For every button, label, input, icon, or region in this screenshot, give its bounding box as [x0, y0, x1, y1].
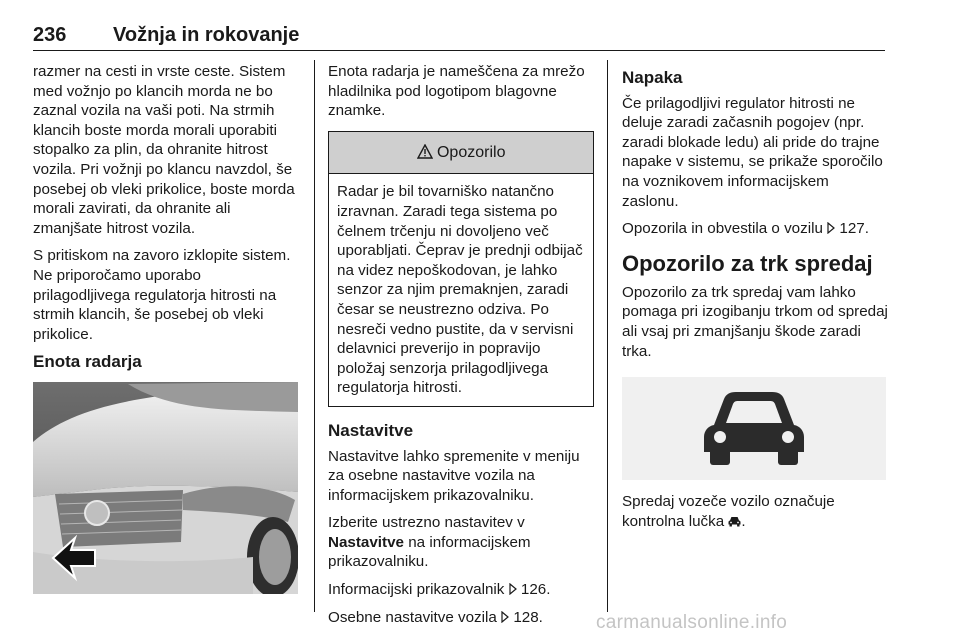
- warning-triangle-icon: [417, 144, 433, 159]
- page-reference-arrow-icon: [827, 222, 835, 234]
- column-1: [33, 62, 301, 594]
- column-divider-2: [607, 60, 608, 612]
- reference-page: 128.: [513, 608, 543, 626]
- page-number: 236: [33, 24, 67, 46]
- vehicle-ahead-indicator-panel: [622, 377, 886, 480]
- paragraph: razmer na cesti in vrste ceste. Sistem med vožnjo po klancih morda ne bo zaznal vozila na vaši poti. Na strmih klancih boste morda morali uporabiti stopalko za plin, da ohranite hitrost vozila. Pri vožnji po klancu navzdol, še posebej ob vleki prikolice, boste morda morali zavirati, da ohranite ali zmanjšate hitrost vozila.: [33, 63, 295, 237]
- radar-unit-car-photo: [33, 382, 298, 594]
- column-divider-1: [314, 60, 315, 612]
- section-heading-radar-unit: Enota radarja: [33, 352, 142, 372]
- section-heading-settings: Nastavitve: [328, 420, 414, 440]
- chapter-title: Vožnja in rokovanje: [113, 24, 300, 46]
- cross-reference: Opozorila in obvestila o vozilu 127.: [622, 220, 869, 238]
- vehicle-ahead-icon: [622, 377, 886, 480]
- paragraph: Opozorilo za trk spredaj vam lahko pomaga pri izogibanju trkom od spredaj ali vsaj pri zmanjšanju škode zaradi trka.: [622, 283, 888, 360]
- paragraph: Nastavitve lahko spremenite v meniju za osebne nastavitve vozila na informacijskem prikazovalniku.: [328, 447, 580, 504]
- paragraph: Spredaj vozeče vozilo označuje kontrolna lučka .: [622, 493, 835, 530]
- cross-reference: Informacijski prikazovalnik 126.: [328, 581, 551, 599]
- warning-header: [329, 132, 593, 175]
- warning-title: Opozorilo: [436, 143, 506, 161]
- paragraph: Enota radarja je nameščena za mrežo hladilnika pod logotipom blagovne znamke.: [328, 63, 585, 120]
- vehicle-ahead-indicator-icon: [728, 516, 741, 527]
- paragraph: Če prilagodljivi regulator hitrosti ne deluje zaradi začasnih pogojev (npr. zaradi blokade ledu) ali pride do trajne napake v sistemu, se prikaže sporočilo na voznikovem informacijskem zaslonu.: [622, 94, 883, 210]
- reference-page: 126.: [520, 581, 551, 599]
- page-header: [33, 22, 885, 51]
- warning-text: Radar je bil tovarniško natančno izravnan. Zaradi tega sistema po čelnem trčenju ni dovoljeno več uporabljati. Čeprav je prednji odbijač na videz nepoškodovan, je lahko senzor za njim premaknjen, zaradi česar se neustrezno odziva. Po nesreči vedno pustite, da v servisni delavnici preverijo in popravijo položaj senzorja prilagodljivega regulatorja hitrosti.: [337, 183, 583, 397]
- settings-term: Nastavitve: [328, 533, 404, 551]
- section-heading-fault: Napaka: [622, 68, 683, 87]
- warning-box: [328, 131, 594, 407]
- paragraph: Izberite ustrezno nastavitev v Nastavitve na informacijskem prikazovalniku.: [328, 514, 531, 571]
- column-2: [328, 62, 594, 635]
- cross-reference: Osebne nastavitve vozila 128.: [328, 608, 543, 626]
- column-3: [622, 62, 888, 539]
- paragraph: S pritiskom na zavoro izklopite sistem. Ne priporočamo uporabo prilagodljivega regulatorja hitrosti na strmih klancih, še posebej ob vleki prikolice.: [33, 247, 291, 343]
- page-reference-arrow-icon: [509, 583, 517, 595]
- section-heading-forward-collision: Opozorilo za trk spredaj: [622, 250, 873, 276]
- reference-page: 127.: [839, 220, 869, 238]
- page-reference-arrow-icon: [501, 611, 509, 623]
- watermark: carmanualsonline.info: [596, 612, 788, 633]
